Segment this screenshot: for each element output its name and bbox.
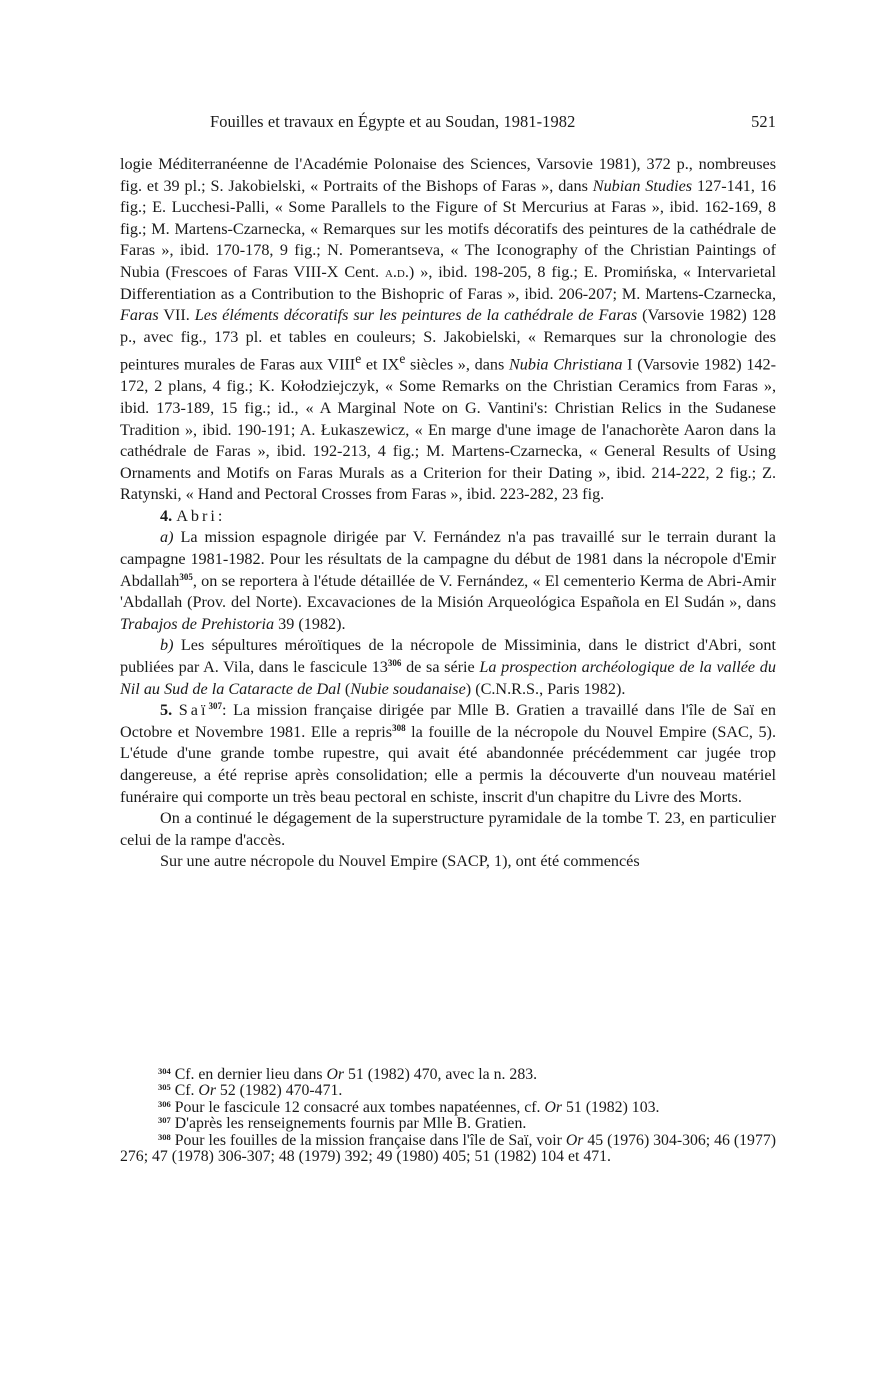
footnote-ref-305[interactable]: 305 (179, 571, 193, 582)
paragraph-sacp: Sur une autre nécropole du Nouvel Empire (SACP, 1), ont été commencés (160, 852, 640, 871)
paragraph-sai: 5. Saï$^{307}$: La mission française dirigée par Mlle B. Gratien a travaillé dans l'île de Saï en Octobre et Novembre 1981. Elle a repris$^{308}$ la fouille de la nécropole du Nouvel Empire (SAC, 5). L'étude d'une grande tombe rupestre, qui avait été abandonnée précédemment car jugée trop dangereuse, a été reprise après consolidation; elle a permis la découverte d'un nouveau matériel funéraire qui comporte un très beau pectoral en schiste, inscrit d'un chapitre du Livre des Morts. (120, 701, 776, 806)
footnote-307: $^{307}$ D'après les renseignements fournis par Mlle B. Gratien. (158, 1115, 527, 1133)
footnote-308: $^{308}$ Pour les fouilles de la mission française dans l'île de Saï, voir Or 45 (1976) 304-306; 46 (1977) 276; 47 (1978) 306-307; 48 (1979) 392; 49 (1980) 405; 51 (1982) 104 et 471. (120, 1131, 777, 1166)
page-number: 521 (751, 112, 776, 131)
paragraph-faras-bibliography: logie Méditerranéenne de l'Académie Polonaise des Sciences, Varsovie 1981), 372 p., nombreuses fig. et 39 pl.; S. Jakobielski, « Portraits of the Bishops of Faras », dans Nubian Studies 127-141, 16 fig.; E. Lucchesi-Palli, « Some Parallels to the Figure of St Mercurius at Faras », ibid. 162-169, 8 fig.; M. Martens-Czarnecka, « Remarques sur les motifs décoratifs des peintures de la cathédrale de Faras », ibid. 170-178, 9 fig.; N. Pomerantseva, « The Iconography of the Christian Paintings of Nubia (Frescoes of Faras VIII-X Cent. a.d.) », ibid. 198-205, 8 fig.; E. Promińska, « Intervarietal Differentiation as a Contribution to the Bishopric of Faras », ibid. 206-207; M. Martens-Czarnecka, Faras VII. Les éléments décoratifs sur les peintures de la cathédrale de Faras (Varsovie 1982) 128 p., avec fig., 173 pl. et tables en couleurs; S. Jakobielski, « Remarques sur la chronologie des peintures murales de Faras aux VIIIe et IXe siècles », dans Nubia Christiana I (Varsovie 1982) 142-172, 2 plans, 4 fig.; K. Kołodziejczyk, « Some Remarks on the Christian Ceramics from Faras », ibid. 173-189, 15 fig.; id., « A Marginal Note on G. Vantini's: Christian Relics in the Sudanese Tradition », ibid. 190-191; A. Łukaszewicz, « En marge d'une image de l'anachorète Aaron dans la cathédrale de Faras », ibid. 192-213, 4 fig.; M. Martens-Czarnecka, « General Results of Using Ornaments and Motifs on Faras Murals as a Criterion for their Dating », ibid. 214-222, 2 fig.; Z. Ratynski, « Hand and Pectoral Crosses from Faras », ibid. 223-282, 23 fig. (120, 155, 777, 504)
footnote-306: $^{306}$ Pour le fascicule 12 consacré aux tombes napatéennes, cf. Or 51 (1982) 103. (158, 1098, 660, 1116)
footnote-ref-307[interactable]: 307 (208, 701, 222, 712)
running-head (120, 112, 776, 142)
footnote-ref-308[interactable]: 308 (392, 722, 406, 733)
body-text (120, 154, 776, 873)
paragraph-tomb-t23: On a continué le dégagement de la superstructure pyramidale de la tombe T. 23, en particulier celui de la rampe d'accès. (120, 809, 776, 849)
paragraph-abri-b: b) Les sépultures méroïtiques de la nécropole de Missiminia, dans le district d'Abri, sont publiées par A. Vila, dans le fascicule 13$^{306}$ de sa série La prospection archéologique de la vallée du Nil au Sud de la Cataracte de Dal (Nubie soudanaise) (C.N.R.S., Paris 1982). (120, 636, 776, 698)
paragraph-abri-a: a) La mission espagnole dirigée par V. Fernández n'a pas travaillé sur le terrain durant la campagne 1981-1982. Pour les résultats de la campagne du début de 1981 dans la nécropole d'Emir Abdallah$^{305}$, on se reportera à l'étude détaillée de V. Fernández, « El cementerio Kerma de Abri-Amir 'Abdallah (Prov. del Norte). Excavaciones de la Misión Arqueológica Española en El Sudán », dans Trabajos de Prehistoria 39 (1982). (120, 528, 776, 633)
section-heading-abri: 4. Abri: (160, 506, 223, 525)
page (120, 112, 776, 873)
footnote-305: $^{305}$ Cf. Or 52 (1982) 470-471. (158, 1082, 343, 1100)
footnote-ref-306[interactable]: 306 (387, 658, 402, 669)
running-title: Fouilles et travaux en Égypte et au Soudan, 1981-1982 (210, 112, 576, 131)
footnote-304: $^{304}$ Cf. en dernier lieu dans Or 51 (1982) 470, avec la n. 283. (158, 1066, 538, 1083)
footnotes (120, 1067, 776, 1165)
